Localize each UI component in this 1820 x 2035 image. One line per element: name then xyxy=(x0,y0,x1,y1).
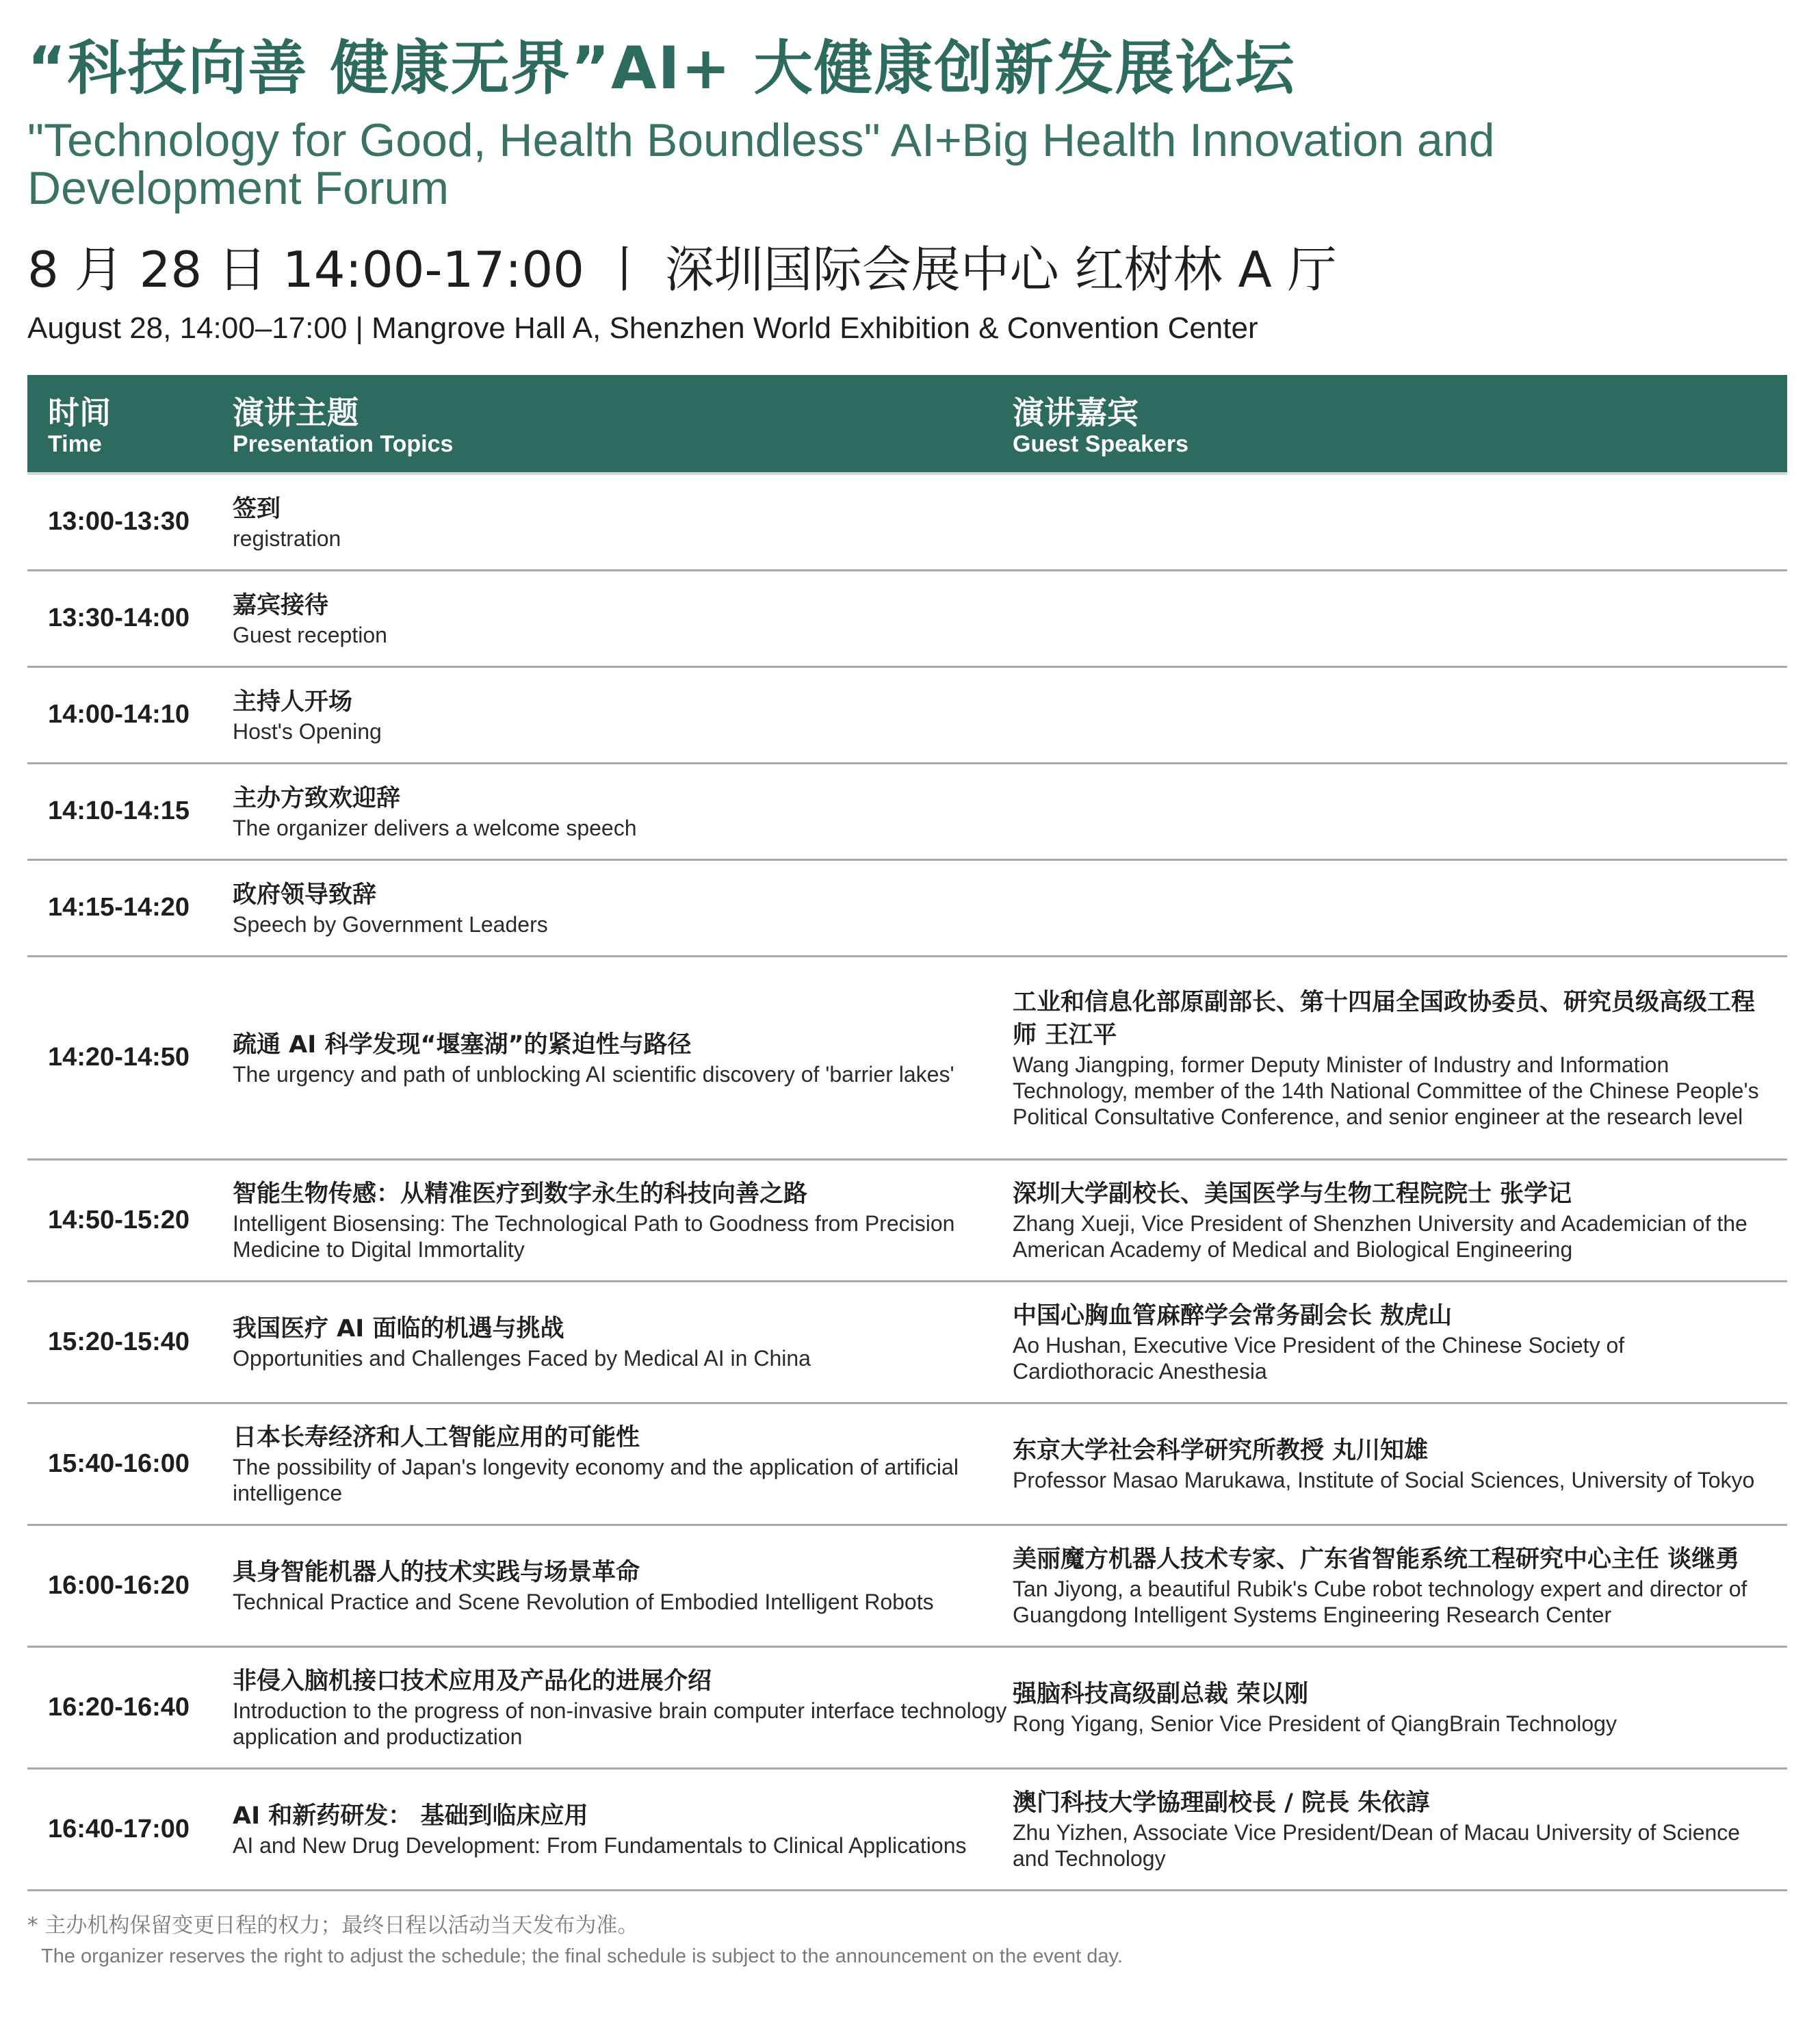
row-time-cell xyxy=(27,474,233,570)
row-topic-en: Introduction to the progress of non-invasive brain computer interface technology application and productization xyxy=(233,1698,1007,1749)
row-topic-en: The organizer delivers a welcome speech xyxy=(233,815,637,840)
row-time-cell xyxy=(27,763,233,859)
row-speaker-en: Zhang Xueji, Vice President of Shenzhen University and Academician of the American Academy of Medical and Biological Engineering xyxy=(1013,1211,1747,1262)
row-topic-en: Technical Practice and Scene Revolution of Embodied Intelligent Robots xyxy=(233,1590,934,1614)
row-topic-en: AI and New Drug Development: From Fundamentals to Clinical Applications xyxy=(233,1833,967,1858)
header-time xyxy=(27,375,233,474)
forum-title-en: "Technology for Good, Health Boundless" AI+Big Health Innovation and Development Forum xyxy=(27,114,1495,214)
row-speaker-cn: 东京大学社会科学研究所教授 丸川知雄 xyxy=(1013,1437,1429,1464)
row-time: 14:10-14:15 xyxy=(48,796,190,825)
row-time-cell xyxy=(27,570,233,666)
row-time-cell xyxy=(27,1281,233,1403)
row-topic-cn: 疏通 AI 科学发现“堰塞湖”的紧迫性与路径 xyxy=(233,1031,692,1059)
table-row xyxy=(27,1646,1787,1768)
row-topic-cn: 主办方致欢迎辞 xyxy=(233,784,401,812)
header-speaker-en: Guest Speakers xyxy=(1013,431,1189,457)
row-topic-en: Speech by Government Leaders xyxy=(233,911,548,937)
row-time: 15:40-16:00 xyxy=(48,1449,190,1478)
row-time: 13:00-13:30 xyxy=(48,507,190,536)
row-time: 16:20-16:40 xyxy=(48,1692,190,1722)
row-topic-cell xyxy=(233,859,1013,956)
row-topic-en: Opportunities and Challenges Faced by Medical AI in China xyxy=(233,1346,811,1371)
row-speaker-cell xyxy=(1013,1646,1787,1768)
row-topic-cell xyxy=(233,1525,1013,1646)
table-row xyxy=(27,956,1787,1159)
row-time: 16:00-16:20 xyxy=(48,1570,190,1600)
row-time: 16:40-17:00 xyxy=(48,1814,190,1843)
row-topic-cn: 嘉宾接待 xyxy=(233,591,329,619)
row-topic-cn: 政府领导致辞 xyxy=(233,881,377,909)
footnote-en: The organizer reserves the right to adjust the schedule; the final schedule is subject to the announcement on the event day. xyxy=(41,1945,1123,1967)
header-speaker-cn: 演讲嘉宾 xyxy=(1013,394,1139,431)
event-datetime-en: August 28, 14:00–17:00 | Mangrove Hall A, Shenzhen World Exhibition & Convention Center xyxy=(27,311,1258,345)
row-speaker-cn: 工业和信息化部原副部长、第十四届全国政协委员、研究员级高级工程师 王江平 xyxy=(1013,988,1756,1049)
row-topic-cn: 签到 xyxy=(233,495,281,523)
table-row xyxy=(27,570,1787,666)
row-speaker-en: Ao Hushan, Executive Vice President of the Chinese Society of Cardiothoracic Anesthesia xyxy=(1013,1333,1625,1384)
row-topic-cell xyxy=(233,956,1013,1159)
row-speaker-cell xyxy=(1013,1281,1787,1403)
row-topic-cell xyxy=(233,1281,1013,1403)
schedule-table-header xyxy=(27,375,1787,474)
row-topic-en: registration xyxy=(233,526,341,551)
row-time-cell xyxy=(27,956,233,1159)
row-speaker-cn: 深圳大学副校长、美国医学与生物工程院院士 张学记 xyxy=(1013,1180,1572,1208)
row-topic-cell xyxy=(233,666,1013,763)
row-speaker-cn: 强脑科技高级副总裁 荣以刚 xyxy=(1013,1681,1309,1708)
row-topic-en: Host's Opening xyxy=(233,718,382,744)
row-speaker-cell xyxy=(1013,763,1787,859)
table-row xyxy=(27,763,1787,859)
row-topic-cn: AI 和新药研发： 基础到临床应用 xyxy=(233,1802,588,1830)
row-topic-cell xyxy=(233,1768,1013,1890)
table-row xyxy=(27,859,1787,956)
row-speaker-en: Rong Yigang, Senior Vice President of QiangBrain Technology xyxy=(1013,1711,1617,1736)
row-speaker-en: Professor Masao Marukawa, Institute of Social Sciences, University of Tokyo xyxy=(1013,1468,1755,1492)
header-time-en: Time xyxy=(48,431,102,457)
row-time: 14:50-15:20 xyxy=(48,1205,190,1234)
table-row xyxy=(27,1768,1787,1890)
row-topic-cn: 主持人开场 xyxy=(233,688,353,716)
schedule-table-body xyxy=(27,474,1787,1890)
row-speaker-cell xyxy=(1013,666,1787,763)
row-speaker-cell xyxy=(1013,1159,1787,1281)
footnote-cn: * 主办机构保留变更日程的权力；最终日程以活动当天发布为准。 xyxy=(27,1913,639,1938)
row-time: 15:20-15:40 xyxy=(48,1327,190,1356)
row-speaker-cell xyxy=(1013,1768,1787,1890)
row-topic-en: The urgency and path of unblocking AI scientific discovery of 'barrier lakes' xyxy=(233,1061,954,1087)
row-speaker-en: Zhu Yizhen, Associate Vice President/Dean of Macau University of Science and Technology xyxy=(1013,1820,1741,1871)
row-topic-cell xyxy=(233,763,1013,859)
row-time-cell xyxy=(27,1768,233,1890)
row-speaker-cn: 澳门科技大学協理副校長 / 院長 朱依諄 xyxy=(1013,1789,1430,1817)
table-row xyxy=(27,474,1787,570)
row-speaker-en: Wang Jiangping, former Deputy Minister of Industry and Information Technology, member of the 14th National Committee of the Chinese People's Political Consultative Conference, and senior engineer at the research level xyxy=(1013,1052,1759,1129)
header-time-cn: 时间 xyxy=(48,394,111,431)
header-speaker xyxy=(1013,375,1787,474)
row-time: 14:20-14:50 xyxy=(48,1043,190,1072)
row-speaker-cell xyxy=(1013,859,1787,956)
row-time-cell xyxy=(27,1159,233,1281)
row-time-cell xyxy=(27,1646,233,1768)
event-datetime-cn: 8 月 28 日 14:00-17:00 丨 深圳国际会展中心 红树林 A 厅 xyxy=(27,241,1337,298)
table-row xyxy=(27,1403,1787,1525)
row-topic-cn: 智能生物传感：从精准医疗到数字永生的科技向善之路 xyxy=(233,1180,808,1208)
row-speaker-cell xyxy=(1013,1403,1787,1525)
row-topic-en: Guest reception xyxy=(233,622,387,647)
table-row xyxy=(27,1525,1787,1646)
row-time-cell xyxy=(27,666,233,763)
row-speaker-cn: 中国心胸血管麻醉学会常务副会长 敖虎山 xyxy=(1013,1302,1453,1330)
row-topic-cell xyxy=(233,1159,1013,1281)
table-row xyxy=(27,1281,1787,1403)
header-topic-cn: 演讲主题 xyxy=(233,394,359,431)
row-time: 13:30-14:00 xyxy=(48,604,190,632)
row-time-cell xyxy=(27,1525,233,1646)
row-time: 14:00-14:10 xyxy=(48,700,190,729)
row-topic-cell xyxy=(233,474,1013,570)
row-speaker-en: Tan Jiyong, a beautiful Rubik's Cube robot technology expert and director of Guangdong Intelligent Systems Engineering Research Center xyxy=(1013,1577,1747,1627)
schedule-table xyxy=(27,375,1787,1891)
row-topic-cell xyxy=(233,1646,1013,1768)
table-row xyxy=(27,666,1787,763)
row-topic-cell xyxy=(233,570,1013,666)
row-speaker-cell xyxy=(1013,570,1787,666)
row-speaker-cell xyxy=(1013,956,1787,1159)
header-topic xyxy=(233,375,1013,474)
row-topic-en: Intelligent Biosensing: The Technological Path to Goodness from Precision Medicine to Digital Immortality xyxy=(233,1211,955,1262)
row-time-cell xyxy=(27,859,233,956)
row-topic-cn: 具身智能机器人的技术实践与场景革命 xyxy=(233,1559,640,1586)
row-topic-cn: 我国医疗 AI 面临的机遇与挑战 xyxy=(233,1315,564,1343)
header-row xyxy=(27,375,1787,474)
row-speaker-cell xyxy=(1013,474,1787,570)
schedule-footnote xyxy=(27,1909,1793,1971)
row-topic-cn: 日本长寿经济和人工智能应用的可能性 xyxy=(233,1424,640,1451)
row-topic-cn: 非侵入脑机接口技术应用及产品化的进展介绍 xyxy=(233,1668,712,1695)
forum-header xyxy=(27,27,1793,349)
header-topic-en: Presentation Topics xyxy=(233,431,454,457)
table-row xyxy=(27,1159,1787,1281)
row-speaker-cell xyxy=(1013,1525,1787,1646)
row-time-cell xyxy=(27,1403,233,1525)
row-time: 14:15-14:20 xyxy=(48,893,190,922)
forum-title-cn: “科技向善 健康无界”AI+ 大健康创新发展论坛 xyxy=(27,34,1296,103)
row-speaker-cn: 美丽魔方机器人技术专家、广东省智能系统工程研究中心主任 谈继勇 xyxy=(1013,1546,1740,1573)
row-topic-cell xyxy=(233,1403,1013,1525)
row-topic-en: The possibility of Japan's longevity economy and the application of artificial intelligence xyxy=(233,1455,959,1505)
